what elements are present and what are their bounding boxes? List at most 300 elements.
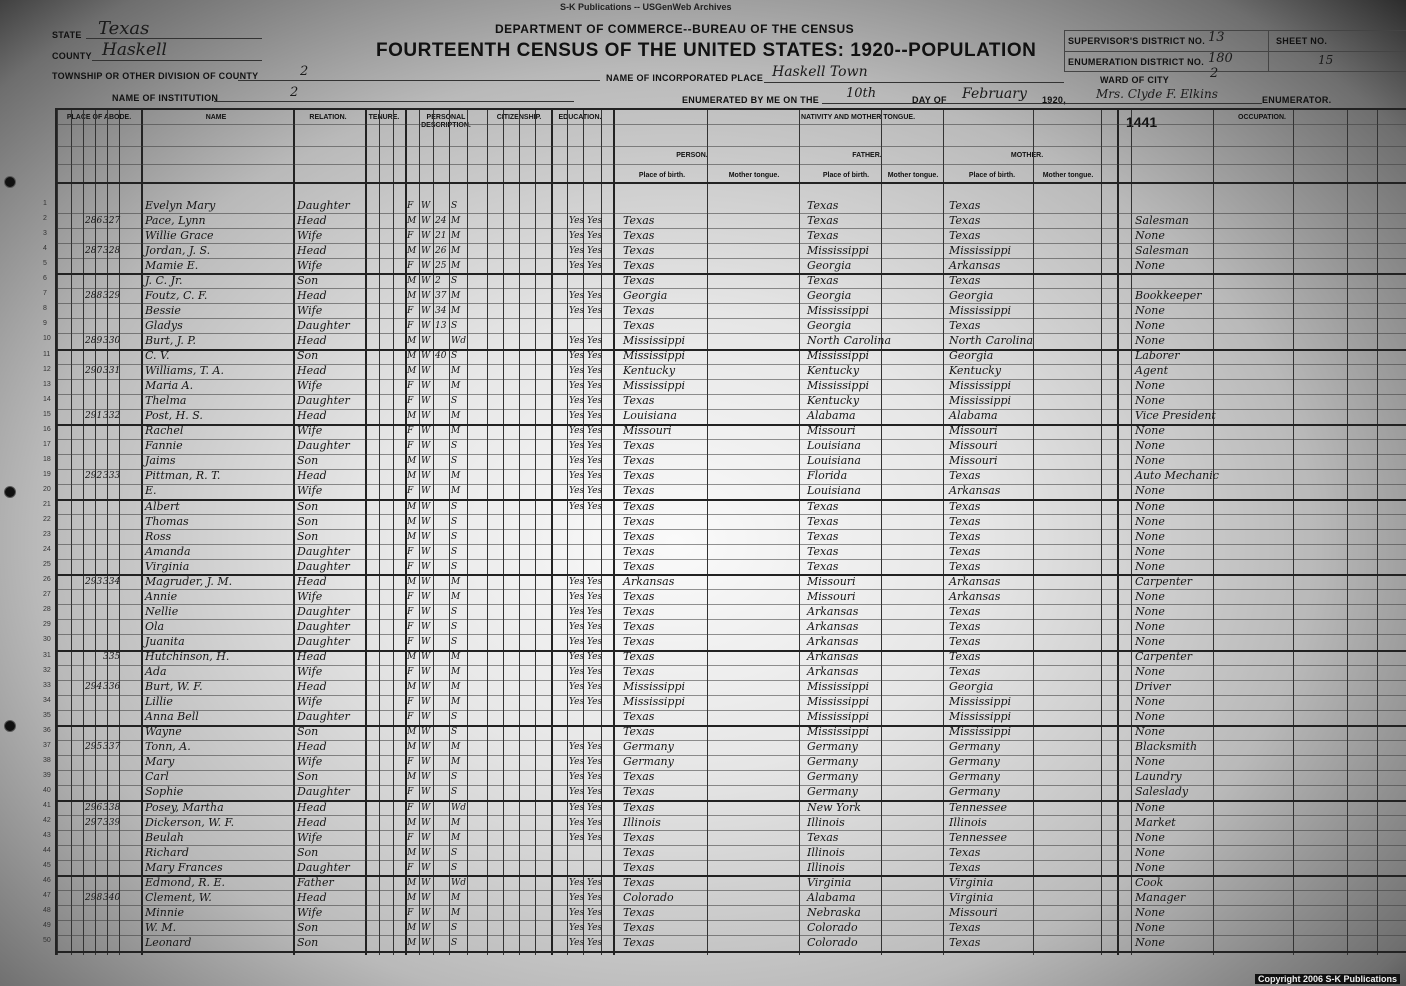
- birthplace: Illinois: [623, 815, 661, 829]
- line-number: 13: [43, 380, 51, 388]
- marital-status: S: [451, 862, 458, 873]
- marital-status: S: [451, 606, 458, 617]
- occupation: None: [1135, 514, 1165, 528]
- row-divider: [57, 634, 1406, 635]
- sex: F: [407, 230, 414, 241]
- father-birthplace: Georgia: [807, 288, 852, 302]
- occupation: Salesman: [1135, 243, 1189, 257]
- birthplace: Texas: [623, 499, 655, 513]
- marital-status: S: [451, 937, 458, 948]
- column-divider: [1293, 110, 1294, 955]
- father-birthplace: Arkansas: [807, 650, 859, 663]
- can-write: Yes: [587, 591, 603, 602]
- race: W: [421, 200, 431, 211]
- person-name: Bessie: [145, 303, 181, 317]
- occupation: None: [1135, 318, 1165, 332]
- sex: F: [407, 606, 414, 617]
- relation: Head: [297, 469, 327, 483]
- sheet-value: 15: [1318, 53, 1334, 67]
- column-divider: [433, 110, 434, 955]
- occupation: None: [1135, 665, 1165, 679]
- page-title: FOURTEENTH CENSUS OF THE UNITED STATES: 1920--POPULATION: [376, 40, 1037, 61]
- race: W: [421, 667, 431, 678]
- line-number: 45: [43, 862, 51, 870]
- marital-status: M: [451, 652, 461, 662]
- mother-birthplace: Texas: [949, 845, 981, 859]
- row-divider: [57, 288, 1406, 289]
- mother-birthplace: Arkansas: [949, 484, 1001, 498]
- race: W: [421, 411, 431, 422]
- line-number: 39: [43, 771, 51, 779]
- race: W: [421, 471, 431, 482]
- sex: F: [407, 712, 414, 723]
- can-write: Yes: [587, 667, 603, 678]
- dwelling-number: 287: [85, 245, 103, 256]
- birthplace: Texas: [623, 544, 655, 558]
- father-birthplace: Alabama: [807, 890, 856, 904]
- line-number: 29: [43, 621, 51, 629]
- census-table: [43, 108, 1406, 955]
- row-divider: [57, 905, 1406, 906]
- can-write: Yes: [587, 381, 603, 392]
- sex: F: [407, 907, 414, 918]
- can-read: Yes: [569, 877, 585, 888]
- mother-birthplace: Texas: [949, 860, 981, 874]
- sex: F: [407, 636, 414, 647]
- sex: F: [407, 320, 414, 331]
- row-divider: [57, 845, 1406, 846]
- line-number: 1: [43, 200, 47, 207]
- birthplace: Texas: [623, 710, 655, 724]
- institution-underline: [214, 101, 574, 102]
- occupation: Laborer: [1135, 349, 1180, 362]
- marital-status: Wd: [451, 802, 467, 813]
- line-number: 48: [43, 907, 51, 915]
- state-value: Texas: [98, 18, 150, 39]
- occupation: None: [1135, 830, 1165, 844]
- mother-birthplace: Arkansas: [949, 574, 1001, 588]
- row-divider: [57, 228, 1406, 229]
- line-number: 43: [43, 832, 51, 840]
- sex: M: [407, 652, 417, 662]
- can-read: Yes: [569, 381, 585, 392]
- relation: Wife: [297, 303, 323, 317]
- day-of-label: DAY OF: [912, 95, 947, 105]
- father-birthplace: Mississippi: [807, 710, 869, 724]
- father-birthplace: Nebraska: [807, 905, 861, 919]
- occupation: None: [1135, 800, 1165, 814]
- ed-label: ENUMERATION DISTRICT NO.: [1068, 57, 1205, 67]
- header-divider: [57, 182, 1406, 184]
- race: W: [421, 847, 431, 858]
- mother-birthplace: Germany: [949, 755, 1000, 769]
- father-birthplace: Arkansas: [807, 634, 859, 648]
- marital-status: M: [451, 742, 461, 753]
- marital-status: M: [451, 366, 461, 377]
- can-write: Yes: [587, 636, 603, 647]
- mother-birthplace: Mississippi: [949, 394, 1011, 408]
- relation: Daughter: [297, 785, 350, 799]
- person-name: Ross: [145, 529, 172, 543]
- race: W: [421, 652, 431, 662]
- person-name: Burt, J. P.: [145, 333, 197, 347]
- relation: Wife: [297, 379, 323, 393]
- person-name: Williams, T. A.: [145, 364, 224, 378]
- can-read: Yes: [569, 787, 585, 798]
- line-number: 41: [43, 802, 51, 809]
- birthplace: Texas: [623, 469, 655, 483]
- father-birthplace: Texas: [807, 198, 839, 212]
- relation: Son: [297, 454, 319, 468]
- row-divider: [57, 364, 1406, 365]
- sex: F: [407, 757, 414, 768]
- county-label: COUNTY: [52, 51, 92, 61]
- can-read: Yes: [569, 621, 585, 632]
- marital-status: S: [451, 200, 458, 211]
- marital-status: S: [451, 396, 458, 407]
- person-name: Pittman, R. T.: [145, 469, 221, 483]
- occupation: None: [1135, 860, 1165, 874]
- person-name: Juanita: [145, 634, 185, 648]
- dwelling-number: 293: [85, 576, 103, 587]
- row-divider: [57, 710, 1406, 711]
- relation: Wife: [297, 665, 323, 679]
- father-birthplace: Louisiana: [807, 484, 861, 498]
- mother-birthplace: Texas: [949, 514, 981, 528]
- father-birthplace: Mississippi: [807, 379, 869, 393]
- father-birthplace: Illinois: [807, 860, 845, 874]
- marital-status: S: [451, 531, 458, 542]
- relation: Head: [297, 213, 327, 227]
- family-number: 336: [103, 682, 121, 693]
- father-birthplace: Illinois: [807, 815, 845, 829]
- mother-birthplace: Germany: [949, 740, 1000, 754]
- father-birthplace: Kentucky: [807, 394, 860, 408]
- column-divider: [1377, 110, 1378, 955]
- race: W: [421, 937, 431, 948]
- column-divider: [1033, 110, 1034, 955]
- can-write: Yes: [587, 787, 603, 798]
- birthplace: Missouri: [623, 424, 672, 438]
- dwelling-number: 288: [85, 290, 103, 301]
- father-birthplace: Texas: [807, 228, 839, 242]
- race: W: [421, 877, 431, 888]
- district-box-divider: [1064, 51, 1406, 52]
- relation: Son: [297, 514, 319, 528]
- father-birthplace: Mississippi: [807, 725, 869, 739]
- sex: M: [407, 351, 417, 361]
- line-number: 17: [43, 440, 51, 448]
- marital-status: M: [451, 245, 461, 256]
- marital-status: S: [451, 320, 458, 331]
- col-personal: PERSONAL DESCRIPTION.: [421, 114, 471, 129]
- can-write: Yes: [587, 230, 603, 241]
- race: W: [421, 501, 431, 512]
- ed-value: 180: [1208, 51, 1233, 66]
- relation: Head: [297, 680, 327, 694]
- relation: Head: [297, 574, 327, 588]
- marital-status: M: [451, 486, 461, 497]
- family-number: 327: [103, 215, 121, 226]
- mother-birthplace: Virginia: [949, 875, 994, 889]
- mother-birthplace: Texas: [949, 213, 981, 227]
- occupation: Saleslady: [1135, 785, 1189, 799]
- line-number: 50: [43, 937, 51, 945]
- can-write: Yes: [587, 411, 603, 422]
- row-divider: [57, 830, 1406, 831]
- person-name: Wayne: [145, 725, 182, 739]
- col-name: NAME: [205, 114, 227, 121]
- relation: Wife: [297, 755, 323, 769]
- birthplace: Texas: [623, 454, 655, 468]
- line-number: 16: [43, 425, 51, 433]
- person-name: Thelma: [145, 394, 187, 408]
- person-name: Posey, Martha: [145, 800, 224, 814]
- birthplace: Texas: [623, 258, 655, 272]
- birthplace: Texas: [623, 529, 655, 543]
- subheader-person: PERSON.: [676, 152, 708, 159]
- can-write: Yes: [587, 907, 603, 918]
- can-write: Yes: [587, 576, 603, 587]
- birthplace: Texas: [623, 228, 655, 242]
- occupation: None: [1135, 258, 1165, 272]
- mother-birthplace: Texas: [949, 650, 981, 663]
- age: 21: [435, 230, 447, 241]
- relation: Son: [297, 770, 319, 784]
- row-divider: [57, 439, 1406, 440]
- age: 13: [435, 320, 447, 331]
- row-divider: [57, 424, 1406, 426]
- birthplace: Texas: [623, 318, 655, 332]
- sex: M: [407, 682, 417, 693]
- mother-birthplace: Georgia: [949, 349, 994, 362]
- can-write: Yes: [587, 456, 603, 467]
- birthplace: Texas: [623, 905, 655, 919]
- column-divider: [707, 110, 708, 955]
- row-divider: [57, 604, 1406, 605]
- father-birthplace: Louisiana: [807, 454, 861, 468]
- dwelling-number: 295: [85, 742, 103, 753]
- column-divider: [449, 110, 450, 955]
- person-name: Edmond, R. E.: [145, 875, 226, 889]
- race: W: [421, 290, 431, 301]
- occupation: Carpenter: [1135, 574, 1193, 588]
- marital-status: S: [451, 922, 458, 933]
- archive-note: S-K Publications -- USGenWeb Archives: [560, 2, 732, 12]
- age: 25: [435, 260, 447, 271]
- can-read: Yes: [569, 260, 585, 271]
- can-write: Yes: [587, 441, 603, 452]
- can-read: Yes: [569, 606, 585, 617]
- can-read: Yes: [569, 892, 585, 903]
- dwelling-number: 286: [85, 215, 103, 226]
- marital-status: M: [451, 817, 461, 828]
- mother-birthplace: Texas: [949, 499, 981, 513]
- birthplace: Texas: [623, 770, 655, 784]
- line-number: 25: [43, 561, 51, 569]
- relation: Daughter: [297, 559, 350, 573]
- can-write: Yes: [587, 471, 603, 482]
- age: 34: [435, 305, 447, 316]
- punch-hole-icon: [4, 176, 16, 188]
- column-divider: [419, 110, 420, 955]
- row-divider: [57, 800, 1406, 802]
- race: W: [421, 516, 431, 527]
- marital-status: M: [451, 682, 461, 693]
- person-name: Annie: [145, 589, 178, 603]
- mother-birthplace: Germany: [949, 770, 1000, 784]
- sex: M: [407, 727, 417, 738]
- race: W: [421, 922, 431, 933]
- person-name: Leonard: [145, 935, 192, 949]
- dwelling-number: 291: [85, 411, 103, 422]
- occupation: Salesman: [1135, 213, 1189, 227]
- line-number: 37: [43, 741, 51, 749]
- race: W: [421, 772, 431, 783]
- line-number: 12: [43, 365, 51, 373]
- row-divider: [57, 890, 1406, 891]
- person-name: Maria A.: [145, 379, 194, 393]
- relation: Head: [297, 333, 327, 347]
- mother-birthplace: Missouri: [949, 454, 998, 468]
- punch-hole-icon: [4, 486, 16, 498]
- can-write: Yes: [587, 742, 603, 753]
- family-number: 329: [103, 290, 121, 301]
- family-number: 332: [103, 411, 121, 422]
- sex: F: [407, 832, 414, 843]
- state-label: STATE: [52, 30, 82, 40]
- father-birthplace: Germany: [807, 785, 858, 799]
- can-read: Yes: [569, 652, 585, 662]
- father-birthplace: Louisiana: [807, 439, 861, 453]
- row-divider: [57, 514, 1406, 515]
- enumerated-day: 10th: [846, 86, 877, 101]
- row-divider: [57, 544, 1406, 545]
- relation: Wife: [297, 905, 323, 919]
- row-divider: [57, 484, 1406, 485]
- person-name: Richard: [145, 845, 189, 859]
- occupation: None: [1135, 454, 1165, 468]
- sex: M: [407, 245, 417, 256]
- can-read: Yes: [569, 937, 585, 948]
- occupation: None: [1135, 484, 1165, 498]
- marital-status: S: [451, 275, 458, 286]
- race: W: [421, 742, 431, 753]
- enumerated-underline: [822, 103, 1262, 104]
- township-underline: [238, 80, 600, 81]
- birthplace: Germany: [623, 740, 674, 754]
- header-divider: [57, 164, 1406, 165]
- can-write: Yes: [587, 305, 603, 316]
- mother-birthplace: Mississippi: [949, 243, 1011, 257]
- race: W: [421, 230, 431, 241]
- row-divider: [57, 665, 1406, 666]
- race: W: [421, 817, 431, 828]
- marital-status: M: [451, 426, 461, 437]
- can-read: Yes: [569, 772, 585, 783]
- father-birthplace: Missouri: [807, 424, 856, 438]
- family-number: 330: [103, 335, 121, 346]
- marital-status: S: [451, 621, 458, 632]
- line-number: 28: [43, 606, 51, 614]
- birthplace: Texas: [623, 830, 655, 844]
- sex: M: [407, 847, 417, 858]
- incorporated-underline: [764, 82, 1064, 83]
- can-write: Yes: [587, 396, 603, 407]
- person-name: Dickerson, W. F.: [145, 815, 235, 829]
- can-write: Yes: [587, 937, 603, 948]
- column-divider: [365, 110, 367, 955]
- family-number: 328: [103, 245, 121, 256]
- father-birthplace: Kentucky: [807, 364, 860, 378]
- occupation: Cook: [1135, 875, 1164, 889]
- can-write: Yes: [587, 366, 603, 377]
- row-divider: [57, 680, 1406, 681]
- line-number: 6: [43, 275, 47, 283]
- ward-value: 2: [1210, 66, 1219, 81]
- marital-status: S: [451, 727, 458, 738]
- father-birthplace: Mississippi: [807, 243, 869, 257]
- birthplace: Mississippi: [623, 349, 685, 362]
- father-birthplace: Texas: [807, 514, 839, 528]
- race: W: [421, 712, 431, 723]
- mother-birthplace: Mississippi: [949, 695, 1011, 709]
- sex: F: [407, 486, 414, 497]
- race: W: [421, 862, 431, 873]
- father-birthplace: Virginia: [807, 875, 852, 889]
- sex: F: [407, 667, 414, 678]
- sex: F: [407, 546, 414, 557]
- birthplace: Texas: [623, 875, 655, 889]
- person-name: Minnie: [145, 905, 184, 919]
- relation: Wife: [297, 484, 323, 498]
- sex: F: [407, 621, 414, 632]
- person-name: Ada: [145, 665, 167, 679]
- sheet-label: SHEET NO.: [1276, 36, 1328, 46]
- occupation: None: [1135, 920, 1165, 934]
- mother-birthplace: North Carolina: [949, 333, 1034, 347]
- race: W: [421, 396, 431, 407]
- occupation: None: [1135, 695, 1165, 709]
- relation: Wife: [297, 830, 323, 844]
- relation: Daughter: [297, 394, 350, 408]
- person-name: Foutz, C. F.: [145, 288, 208, 302]
- mother-birthplace: Tennessee: [949, 830, 1007, 844]
- birthplace: Germany: [623, 755, 674, 769]
- can-write: Yes: [587, 697, 603, 708]
- row-divider: [57, 574, 1406, 576]
- subheader-birth-person: Place of birth.: [638, 172, 686, 179]
- county-value: Haskell: [102, 40, 167, 60]
- birthplace: Colorado: [623, 890, 674, 904]
- can-write: Yes: [587, 606, 603, 617]
- township-label: TOWNSHIP OR OTHER DIVISION OF COUNTY: [52, 71, 259, 81]
- birthplace: Texas: [623, 559, 655, 573]
- relation: Daughter: [297, 544, 350, 558]
- relation: Wife: [297, 228, 323, 242]
- col-relation: RELATION.: [309, 114, 347, 121]
- occupation: Bookkeeper: [1135, 288, 1202, 302]
- marital-status: S: [451, 501, 458, 512]
- father-birthplace: Georgia: [807, 258, 852, 272]
- sex: F: [407, 787, 414, 798]
- father-birthplace: Germany: [807, 740, 858, 754]
- relation: Daughter: [297, 710, 350, 724]
- marital-status: M: [451, 697, 461, 708]
- state-underline: [86, 38, 262, 39]
- birthplace: Texas: [623, 394, 655, 408]
- column-divider: [71, 110, 72, 955]
